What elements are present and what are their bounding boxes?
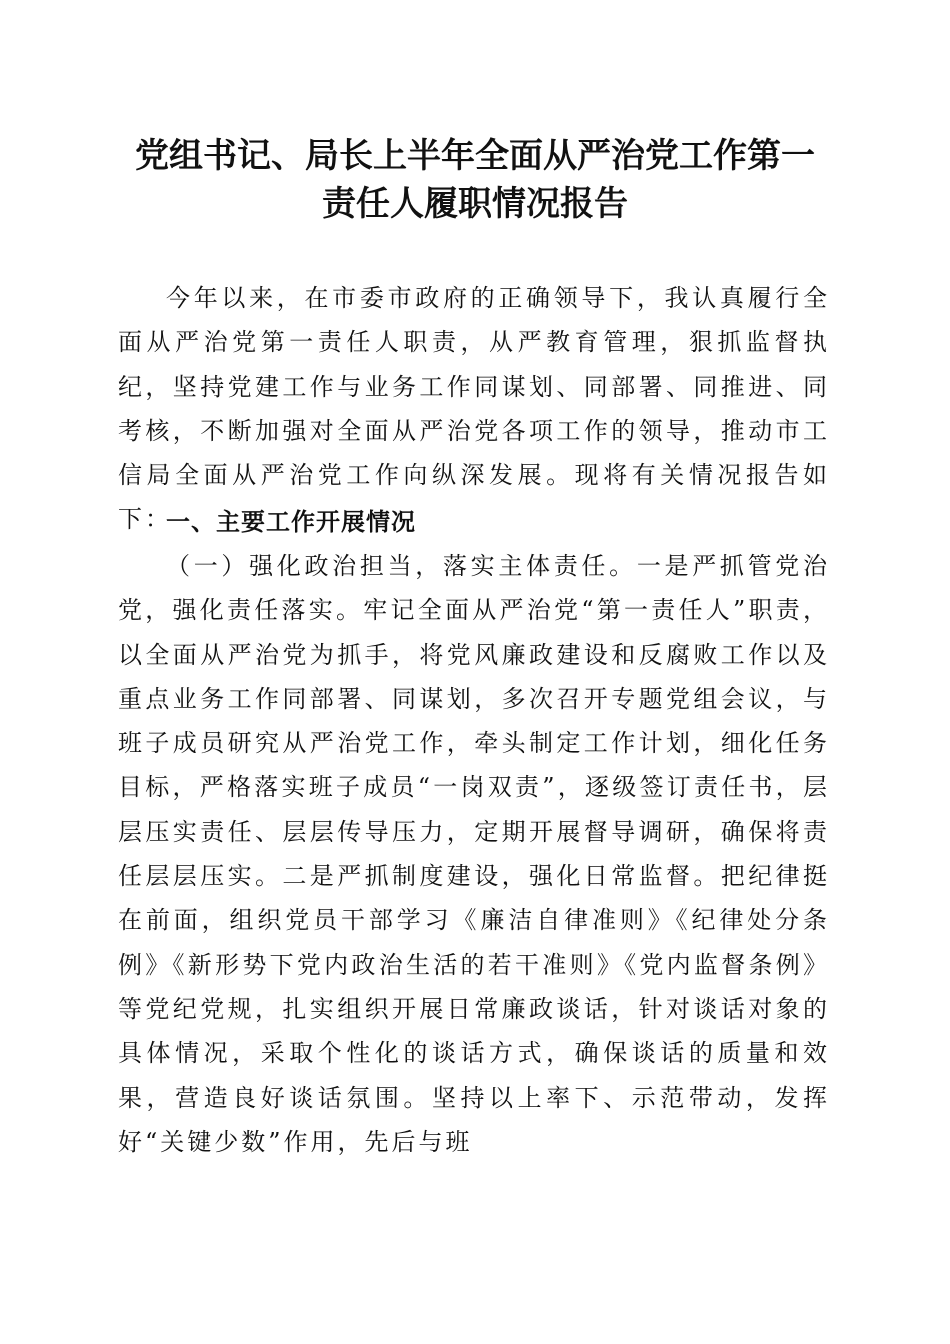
document-title	[110, 132, 840, 228]
paragraph-subsection-1: （一）强化政治担当，落实主体责任。一是严抓管党治党，强化责任落实。牢记全面从严治党“第一责任人”职责，以全面从严治党为抓手，将党风廉政建设和反腐败工作以及重点业务工作同部署、同谋划，多次召开专题党组会议，与班子成员研究从严治党工作，牵头制定工作计划，细化任务目标，严格落实班子成员“一岗双责”，逐级签订责任书，层层压实责任、层层传导压力，定期开展督导调研，确保将责任层层压实。二是严抓制度建设，强化日常监督。把纪律挺在前面，组织党员干部学习《廉洁自律准则》《纪律处分条例》《新形势下党内政治生活的若干准则》《党内监督条例》等党纪党规，扎实组织开展日常廉政谈话，针对谈话对象的具体情况，采取个性化的谈话方式，确保谈话的质量和效果，营造良好谈话氛围。坚持以上率下、示范带动，发挥好“关键少数”作用，先后与班	[118, 552, 830, 1156]
title-line-2: 责任人履职情况报告	[322, 184, 628, 224]
title-line-1: 党组书记、局长上半年全面从严治党工作第一	[135, 136, 815, 176]
paragraph-intro: 今年以来，在市委市政府的正确领导下，我认真履行全面从严治党第一责任人职责，从严教育管理，狠抓监督执纪，坚持党建工作与业务工作同谋划、同部署、同推进、同考核，不断加强对全面从严治党各项工作的领导，推动市工信局全面从严治党工作向纵深发展。现将有关情况报告如下：	[118, 284, 830, 534]
section-heading-main-work: 一、主要工作开展情况	[166, 508, 416, 536]
